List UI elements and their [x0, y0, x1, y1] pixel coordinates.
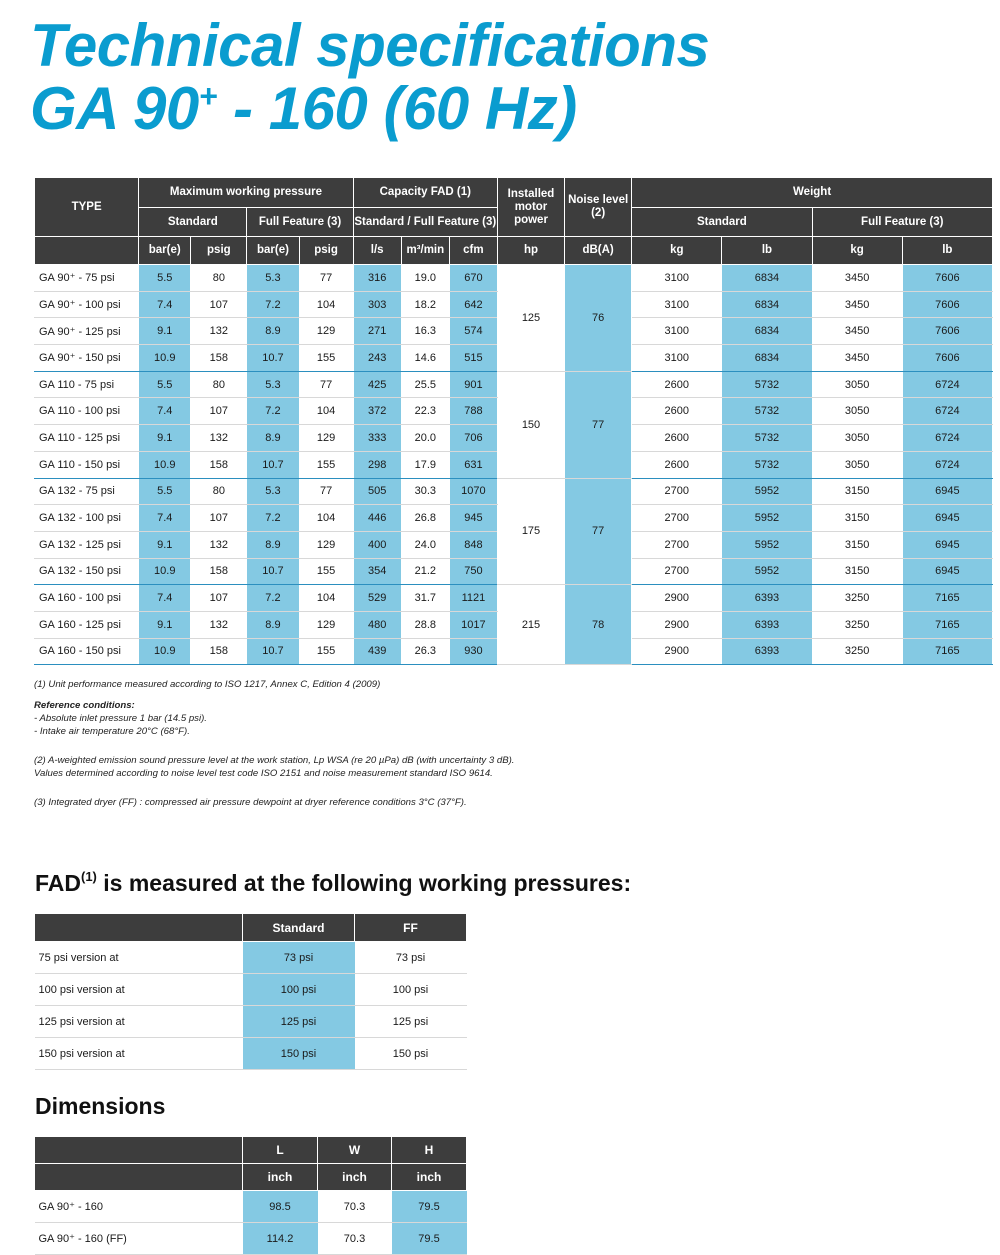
cell-value: 706	[449, 425, 497, 452]
page-title	[30, 14, 709, 140]
cell-value: 26.3	[401, 638, 449, 665]
cell-value: 6393	[722, 585, 812, 612]
cell-value: 104	[299, 505, 353, 532]
dim-unit-blank	[35, 1164, 243, 1191]
noise-level-cell: 77	[565, 478, 632, 585]
cell-value: 10.7	[247, 558, 299, 585]
cell-value: 529	[353, 585, 401, 612]
cell-value: 3450	[812, 291, 902, 318]
unit-header: kg	[812, 237, 902, 265]
row-type: GA 160 - 150 psi	[35, 638, 139, 665]
cell-value: 5.5	[139, 265, 191, 292]
cell-value: 5.5	[139, 478, 191, 505]
spec-table-header	[35, 178, 993, 265]
fad-row-label: 75 psi version at	[35, 942, 243, 974]
cell-value: 9.1	[139, 611, 191, 638]
cell-value: 158	[191, 345, 247, 372]
cell-value: 5.3	[247, 265, 299, 292]
dim-value: 114.2	[243, 1223, 318, 1255]
cell-value: 104	[299, 291, 353, 318]
cell-value: 354	[353, 558, 401, 585]
row-type: GA 110 - 150 psi	[35, 451, 139, 478]
cell-value: 132	[191, 611, 247, 638]
reference-conditions-title	[34, 699, 734, 712]
unit-header: lb	[722, 237, 812, 265]
cell-value: 7.4	[139, 505, 191, 532]
dimensions-table	[34, 1136, 467, 1255]
cell-value: 24.0	[401, 531, 449, 558]
cell-value: 2600	[632, 425, 722, 452]
header-noise-level: Noise level (2)	[565, 178, 632, 237]
cell-value: 7.4	[139, 398, 191, 425]
unit-header: psig	[191, 237, 247, 265]
cell-value: 80	[191, 478, 247, 505]
cell-value: 631	[449, 451, 497, 478]
cell-value: 2600	[632, 371, 722, 398]
cell-value: 10.7	[247, 345, 299, 372]
cell-value: 750	[449, 558, 497, 585]
unit-header: hp	[497, 237, 564, 265]
cell-value: 132	[191, 425, 247, 452]
cell-value: 7606	[902, 345, 992, 372]
fad-heading-text: is measured at the following working pressures:	[96, 870, 632, 896]
motor-power-cell: 175	[497, 478, 564, 585]
cell-value: 2900	[632, 611, 722, 638]
fad-standard-value: 150 psi	[243, 1038, 355, 1070]
dim-row-type: GA 90⁺ - 160	[35, 1191, 243, 1223]
cell-value: 6724	[902, 371, 992, 398]
cell-value: 243	[353, 345, 401, 372]
cell-value: 9.1	[139, 531, 191, 558]
cell-value: 6945	[902, 478, 992, 505]
cell-value: 5732	[722, 451, 812, 478]
cell-value: 155	[299, 451, 353, 478]
header-weight-standard: Standard	[632, 208, 812, 237]
cell-value: 515	[449, 345, 497, 372]
cell-value: 3450	[812, 345, 902, 372]
cell-value: 19.0	[401, 265, 449, 292]
cell-value: 155	[299, 558, 353, 585]
fad-heading-sup: (1)	[81, 869, 97, 884]
row-type: GA 90⁺ - 150 psi	[35, 345, 139, 372]
cell-value: 6945	[902, 558, 992, 585]
cell-value: 5952	[722, 505, 812, 532]
cell-value: 158	[191, 451, 247, 478]
cell-value: 6945	[902, 531, 992, 558]
cell-value: 5732	[722, 398, 812, 425]
fad-pressure-table	[34, 913, 467, 1070]
dim-row-type: GA 90⁺ - 160 (FF)	[35, 1223, 243, 1255]
cell-value: 8.9	[247, 425, 299, 452]
cell-value: 5732	[722, 371, 812, 398]
cell-value: 7606	[902, 318, 992, 345]
reference-conditions-label: Reference conditions:	[34, 700, 135, 711]
fad-table-body	[35, 942, 467, 1070]
cell-value: 3050	[812, 425, 902, 452]
header-weight-full-feature: Full Feature (3)	[812, 208, 992, 237]
cell-value: 8.9	[247, 318, 299, 345]
cell-value: 77	[299, 265, 353, 292]
fad-row-label: 125 psi version at	[35, 1006, 243, 1038]
dim-header: W	[318, 1137, 392, 1164]
cell-value: 574	[449, 318, 497, 345]
row-type: GA 110 - 100 psi	[35, 398, 139, 425]
cell-value: 848	[449, 531, 497, 558]
title-line-1: Technical specifications	[30, 12, 710, 79]
cell-value: 7.2	[247, 585, 299, 612]
dim-header-blank	[35, 1137, 243, 1164]
title-model-prefix: GA 90	[30, 75, 199, 142]
cell-value: 3150	[812, 558, 902, 585]
motor-power-cell: 215	[497, 585, 564, 665]
row-type: GA 110 - 75 psi	[35, 371, 139, 398]
cell-value: 2600	[632, 451, 722, 478]
cell-value: 9.1	[139, 318, 191, 345]
cell-value: 2700	[632, 505, 722, 532]
cell-value: 6724	[902, 425, 992, 452]
cell-value: 129	[299, 318, 353, 345]
cell-value: 7606	[902, 265, 992, 292]
row-type: GA 90⁺ - 75 psi	[35, 265, 139, 292]
cell-value: 3100	[632, 318, 722, 345]
unit-header: lb	[902, 237, 992, 265]
row-type: GA 160 - 100 psi	[35, 585, 139, 612]
cell-value: 17.9	[401, 451, 449, 478]
cell-value: 3450	[812, 265, 902, 292]
cell-value: 7165	[902, 638, 992, 665]
unit-header: l/s	[353, 237, 401, 265]
cell-value: 3100	[632, 291, 722, 318]
cell-value: 7.4	[139, 291, 191, 318]
reference-condition-2: - Intake air temperature 20°C (68°F).	[34, 726, 190, 737]
cell-value: 7165	[902, 611, 992, 638]
footnote-2b: Values determined according to noise level test code ISO 2151 and noise measurement standard ISO 9614.	[34, 768, 493, 779]
cell-value: 901	[449, 371, 497, 398]
cell-value: 6834	[722, 265, 812, 292]
dim-unit: inch	[392, 1164, 467, 1191]
cell-value: 5.3	[247, 371, 299, 398]
cell-value: 107	[191, 398, 247, 425]
table-row	[35, 265, 993, 292]
unit-header: cfm	[449, 237, 497, 265]
fad-standard-value: 125 psi	[243, 1006, 355, 1038]
cell-value: 3250	[812, 585, 902, 612]
cell-value: 6724	[902, 451, 992, 478]
fad-heading-prefix: FAD	[35, 870, 81, 896]
header-capacity-std-ff: Standard / Full Feature (3)	[353, 208, 497, 237]
row-type: GA 132 - 150 psi	[35, 558, 139, 585]
cell-value: 670	[449, 265, 497, 292]
cell-value: 107	[191, 505, 247, 532]
row-type: GA 132 - 100 psi	[35, 505, 139, 532]
table-row	[35, 371, 993, 398]
table-row	[35, 1223, 467, 1255]
noise-level-cell: 78	[565, 585, 632, 665]
cell-value: 25.5	[401, 371, 449, 398]
cell-value: 18.2	[401, 291, 449, 318]
unit-header: kg	[632, 237, 722, 265]
unit-header: dB(A)	[565, 237, 632, 265]
cell-value: 1121	[449, 585, 497, 612]
fad-row-label: 150 psi version at	[35, 1038, 243, 1070]
cell-value: 425	[353, 371, 401, 398]
cell-value: 21.2	[401, 558, 449, 585]
unit-header: m³/min	[401, 237, 449, 265]
row-type: GA 110 - 125 psi	[35, 425, 139, 452]
dim-value: 98.5	[243, 1191, 318, 1223]
header-type: TYPE	[35, 178, 139, 237]
reference-condition-1: - Absolute inlet pressure 1 bar (14.5 psi).	[34, 713, 207, 724]
footnote-2a: (2) A-weighted emission sound pressure level at the work station, Lp WSA (re 20 µPa) dB (with uncertainty 3 dB).	[34, 755, 515, 766]
cell-value: 505	[353, 478, 401, 505]
cell-value: 155	[299, 638, 353, 665]
cell-value: 20.0	[401, 425, 449, 452]
cell-value: 439	[353, 638, 401, 665]
units-row	[35, 237, 993, 265]
cell-value: 333	[353, 425, 401, 452]
unit-header: psig	[299, 237, 353, 265]
fad-header-standard: Standard	[243, 914, 355, 942]
cell-value: 6834	[722, 318, 812, 345]
cell-value: 16.3	[401, 318, 449, 345]
cell-value: 158	[191, 558, 247, 585]
dim-value: 79.5	[392, 1191, 467, 1223]
dim-value: 70.3	[318, 1191, 392, 1223]
noise-level-cell: 77	[565, 371, 632, 478]
fad-header-blank	[35, 914, 243, 942]
header-pressure-full-feature: Full Feature (3)	[247, 208, 353, 237]
unit-header: bar(e)	[139, 237, 191, 265]
cell-value: 107	[191, 291, 247, 318]
cell-value: 446	[353, 505, 401, 532]
unit-header: bar(e)	[247, 237, 299, 265]
cell-value: 6834	[722, 345, 812, 372]
cell-value: 132	[191, 531, 247, 558]
fad-ff-value: 125 psi	[355, 1006, 467, 1038]
cell-value: 14.6	[401, 345, 449, 372]
cell-value: 2700	[632, 531, 722, 558]
cell-value: 3100	[632, 345, 722, 372]
cell-value: 10.7	[247, 638, 299, 665]
row-type: GA 132 - 75 psi	[35, 478, 139, 505]
fad-standard-value: 73 psi	[243, 942, 355, 974]
cell-value: 400	[353, 531, 401, 558]
cell-value: 3100	[632, 265, 722, 292]
cell-value: 77	[299, 478, 353, 505]
footnotes	[34, 678, 734, 809]
footnote-3: (3) Integrated dryer (FF) : compressed air pressure dewpoint at dryer reference conditions 3°C (37°F).	[34, 797, 467, 808]
cell-value: 30.3	[401, 478, 449, 505]
cell-value: 3150	[812, 505, 902, 532]
cell-value: 1017	[449, 611, 497, 638]
cell-value: 5732	[722, 425, 812, 452]
table-row	[35, 974, 467, 1006]
table-row	[35, 942, 467, 974]
table-row	[35, 585, 993, 612]
cell-value: 6393	[722, 638, 812, 665]
row-type: GA 90⁺ - 100 psi	[35, 291, 139, 318]
table-row	[35, 1006, 467, 1038]
cell-value: 3250	[812, 611, 902, 638]
fad-standard-value: 100 psi	[243, 974, 355, 1006]
cell-value: 80	[191, 265, 247, 292]
cell-value: 10.9	[139, 558, 191, 585]
row-type: GA 160 - 125 psi	[35, 611, 139, 638]
dim-unit: inch	[243, 1164, 318, 1191]
cell-value: 372	[353, 398, 401, 425]
cell-value: 2600	[632, 398, 722, 425]
header-pressure-standard: Standard	[139, 208, 247, 237]
cell-value: 298	[353, 451, 401, 478]
motor-power-cell: 125	[497, 265, 564, 372]
cell-value: 6393	[722, 611, 812, 638]
cell-value: 6945	[902, 505, 992, 532]
cell-value: 3250	[812, 638, 902, 665]
cell-value: 158	[191, 638, 247, 665]
row-type: GA 90⁺ - 125 psi	[35, 318, 139, 345]
cell-value: 10.9	[139, 345, 191, 372]
cell-value: 642	[449, 291, 497, 318]
footnote-1: (1) Unit performance measured according to ISO 1217, Annex C, Edition 4 (2009)	[34, 679, 381, 690]
dim-header: L	[243, 1137, 318, 1164]
cell-value: 31.7	[401, 585, 449, 612]
spec-table-body	[35, 265, 993, 665]
cell-value: 129	[299, 425, 353, 452]
title-line-2	[30, 77, 709, 140]
cell-value: 5.5	[139, 371, 191, 398]
cell-value: 2900	[632, 585, 722, 612]
dimensions-table-body	[35, 1191, 467, 1255]
dim-unit: inch	[318, 1164, 392, 1191]
technical-spec-table	[34, 177, 993, 665]
cell-value: 5952	[722, 478, 812, 505]
cell-value: 930	[449, 638, 497, 665]
cell-value: 129	[299, 611, 353, 638]
cell-value: 7.2	[247, 398, 299, 425]
cell-value: 5952	[722, 558, 812, 585]
cell-value: 2700	[632, 558, 722, 585]
cell-value: 129	[299, 531, 353, 558]
cell-value: 10.9	[139, 451, 191, 478]
cell-value: 155	[299, 345, 353, 372]
cell-value: 26.8	[401, 505, 449, 532]
dim-value: 70.3	[318, 1223, 392, 1255]
cell-value: 80	[191, 371, 247, 398]
header-capacity: Capacity FAD (1)	[353, 178, 497, 208]
cell-value: 3150	[812, 478, 902, 505]
cell-value: 28.8	[401, 611, 449, 638]
fad-ff-value: 150 psi	[355, 1038, 467, 1070]
table-row	[35, 1038, 467, 1070]
cell-value: 3150	[812, 531, 902, 558]
cell-value: 3050	[812, 451, 902, 478]
table-row	[35, 1191, 467, 1223]
fad-header-ff: FF	[355, 914, 467, 942]
dimensions-heading: Dimensions	[35, 1093, 166, 1119]
header-weight: Weight	[632, 178, 993, 208]
fad-heading	[35, 870, 631, 897]
cell-value: 104	[299, 398, 353, 425]
cell-value: 1070	[449, 478, 497, 505]
unit-header-blank	[35, 237, 139, 265]
cell-value: 107	[191, 585, 247, 612]
motor-power-cell: 150	[497, 371, 564, 478]
fad-ff-value: 100 psi	[355, 974, 467, 1006]
cell-value: 271	[353, 318, 401, 345]
cell-value: 945	[449, 505, 497, 532]
cell-value: 77	[299, 371, 353, 398]
fad-row-label: 100 psi version at	[35, 974, 243, 1006]
cell-value: 10.9	[139, 638, 191, 665]
cell-value: 22.3	[401, 398, 449, 425]
cell-value: 303	[353, 291, 401, 318]
cell-value: 5.3	[247, 478, 299, 505]
cell-value: 3050	[812, 371, 902, 398]
cell-value: 9.1	[139, 425, 191, 452]
cell-value: 480	[353, 611, 401, 638]
title-plus-sup: +	[198, 78, 217, 114]
cell-value: 6834	[722, 291, 812, 318]
cell-value: 132	[191, 318, 247, 345]
cell-value: 2900	[632, 638, 722, 665]
cell-value: 788	[449, 398, 497, 425]
noise-level-cell: 76	[565, 265, 632, 372]
cell-value: 6724	[902, 398, 992, 425]
cell-value: 8.9	[247, 531, 299, 558]
header-max-pressure: Maximum working pressure	[139, 178, 353, 208]
cell-value: 316	[353, 265, 401, 292]
cell-value: 7606	[902, 291, 992, 318]
table-row	[35, 478, 993, 505]
header-motor-power: Installed motor power	[497, 178, 564, 237]
dim-value: 79.5	[392, 1223, 467, 1255]
cell-value: 104	[299, 585, 353, 612]
title-model-suffix: - 160 (60 Hz)	[216, 75, 577, 142]
cell-value: 3050	[812, 398, 902, 425]
cell-value: 7.2	[247, 291, 299, 318]
fad-ff-value: 73 psi	[355, 942, 467, 974]
cell-value: 8.9	[247, 611, 299, 638]
cell-value: 7.4	[139, 585, 191, 612]
cell-value: 2700	[632, 478, 722, 505]
dim-header: H	[392, 1137, 467, 1164]
cell-value: 3450	[812, 318, 902, 345]
row-type: GA 132 - 125 psi	[35, 531, 139, 558]
cell-value: 7165	[902, 585, 992, 612]
cell-value: 5952	[722, 531, 812, 558]
cell-value: 10.7	[247, 451, 299, 478]
cell-value: 7.2	[247, 505, 299, 532]
